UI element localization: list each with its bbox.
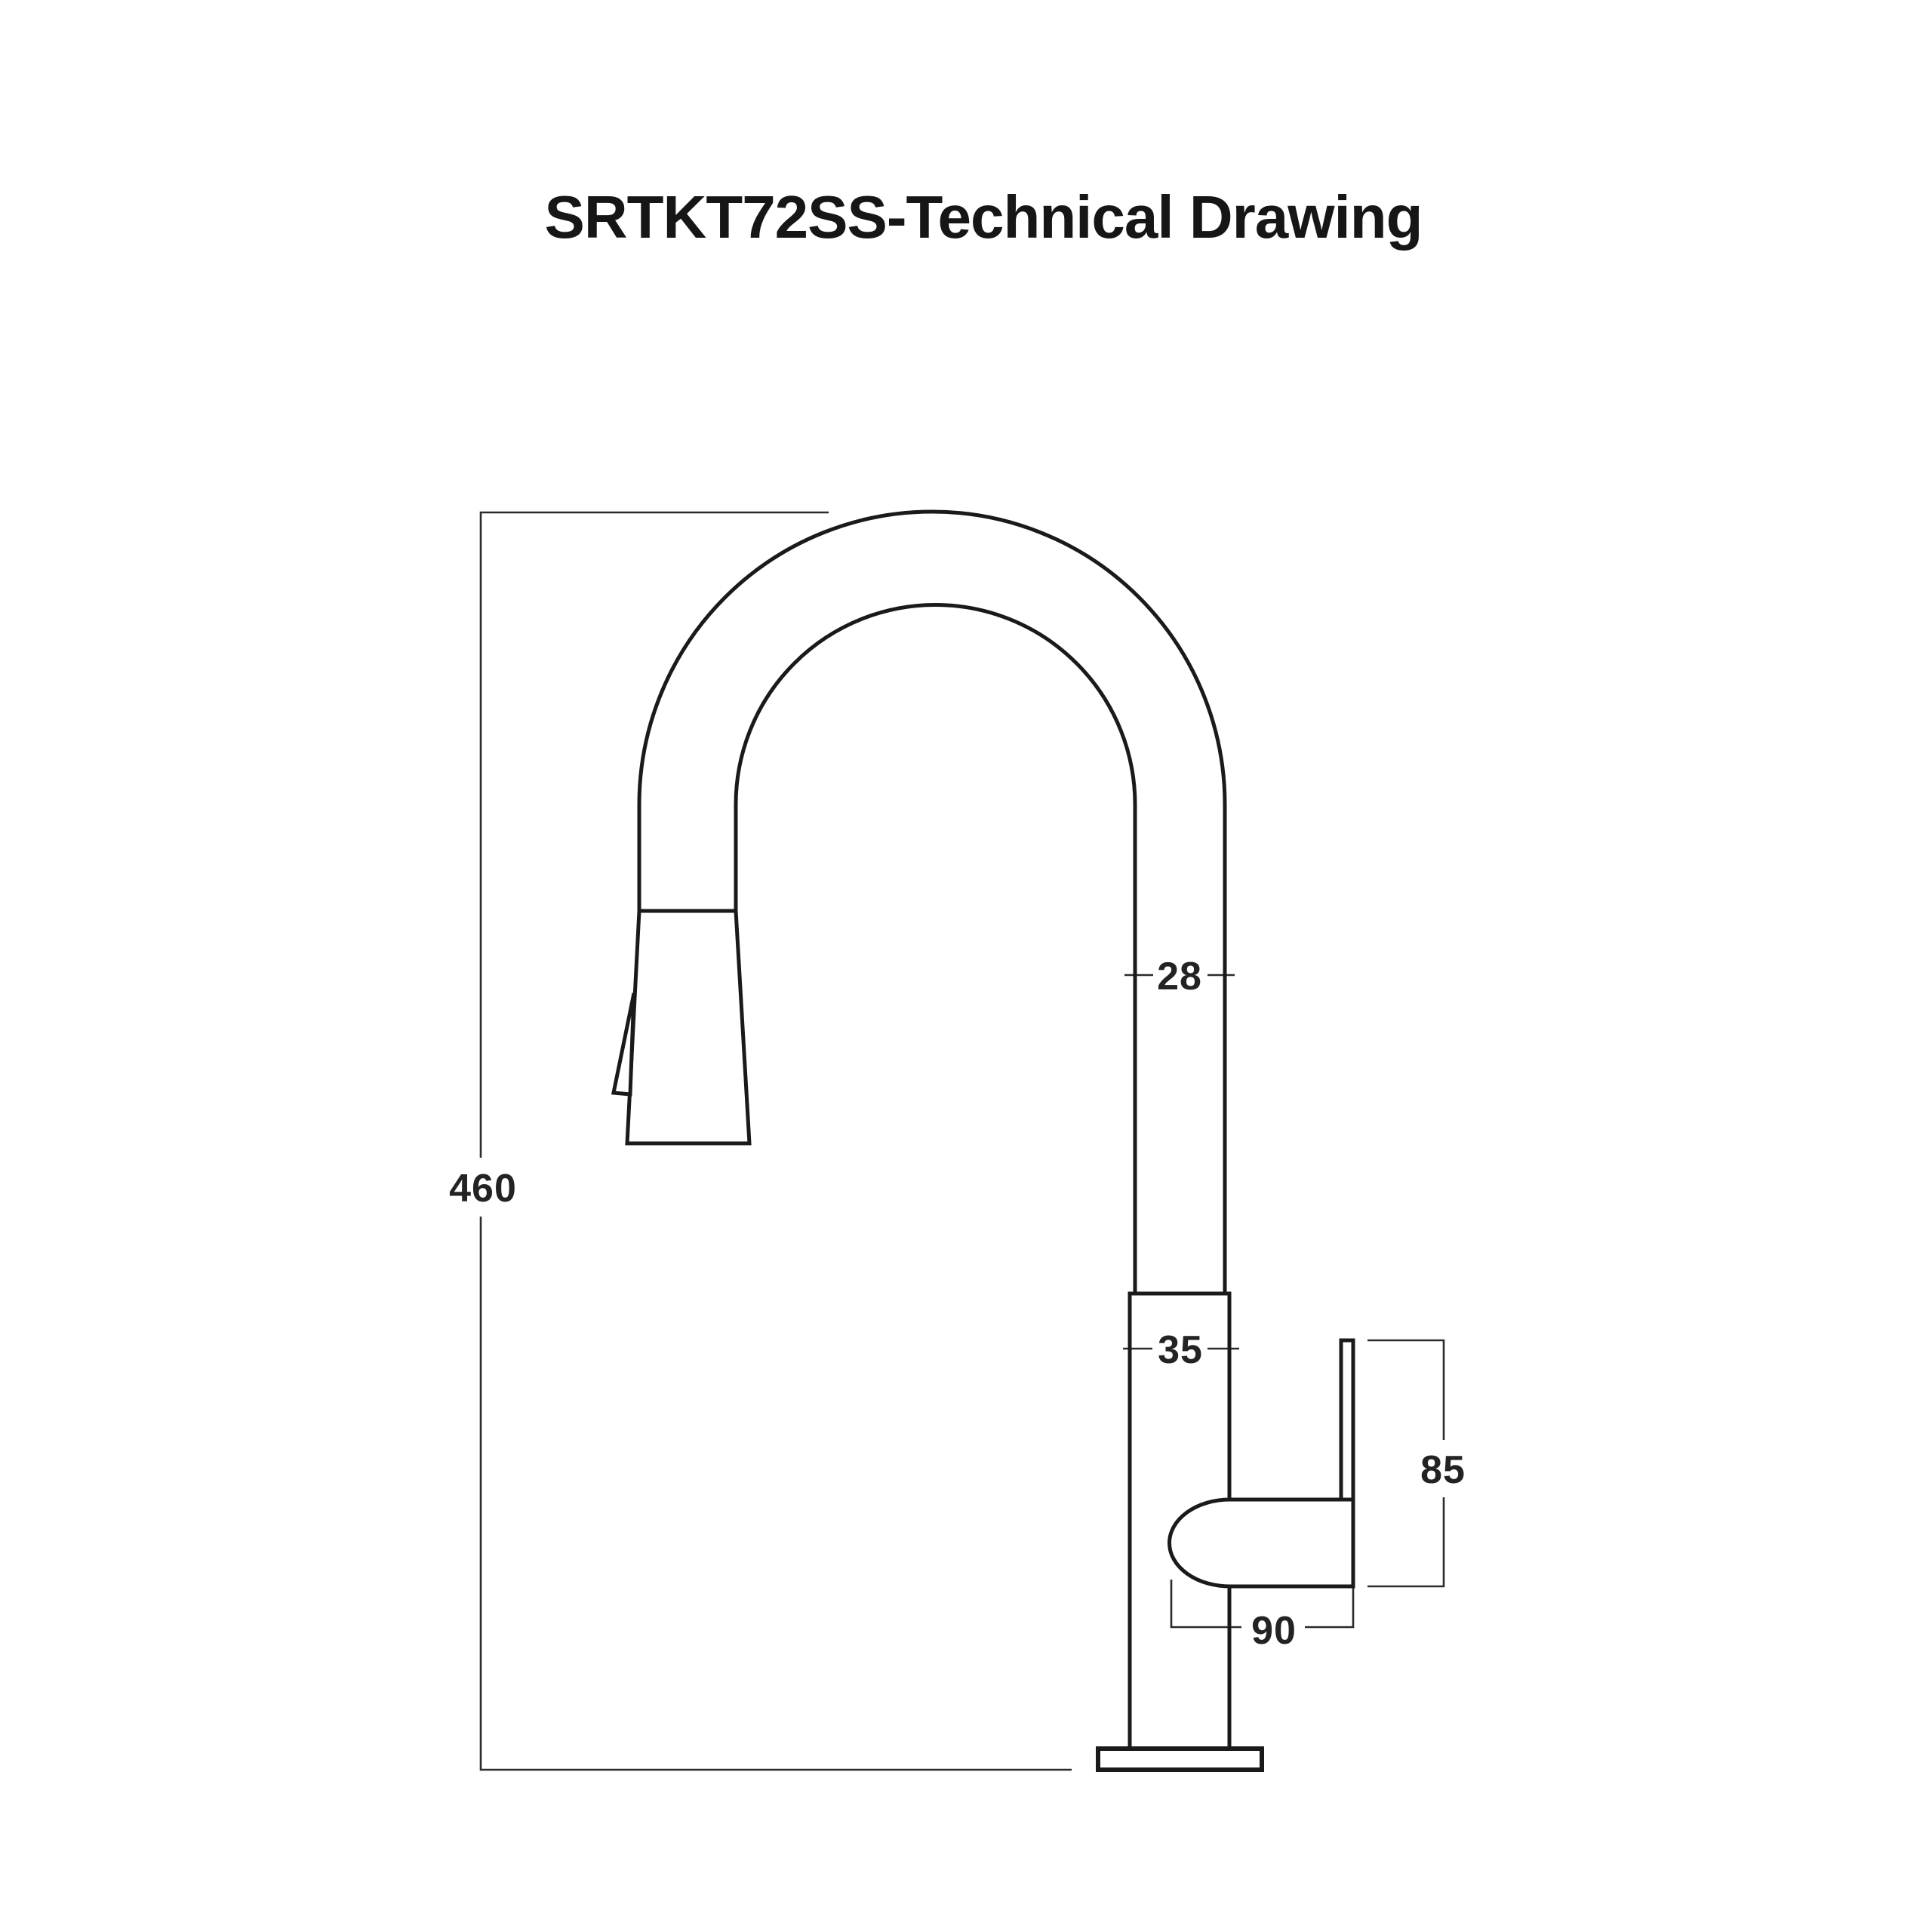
spray-head-lever — [614, 993, 634, 1094]
spray-head — [627, 911, 749, 1143]
dim-label-90: 90 — [1251, 1609, 1297, 1653]
spout-gooseneck-tube — [639, 512, 1225, 1294]
mounting-base-plate — [1098, 1749, 1262, 1770]
dim-line-460 — [481, 512, 1072, 1770]
dim-label-85: 85 — [1420, 1448, 1466, 1492]
page-title: SRTKT72SS-Technical Drawing — [544, 183, 1423, 251]
dim-label-35: 35 — [1158, 1328, 1203, 1372]
dim-label-460: 460 — [449, 1167, 517, 1211]
handle-base — [1169, 1500, 1353, 1586]
dim-label-28: 28 — [1157, 955, 1202, 998]
handle-lever-blade — [1341, 1340, 1353, 1500]
